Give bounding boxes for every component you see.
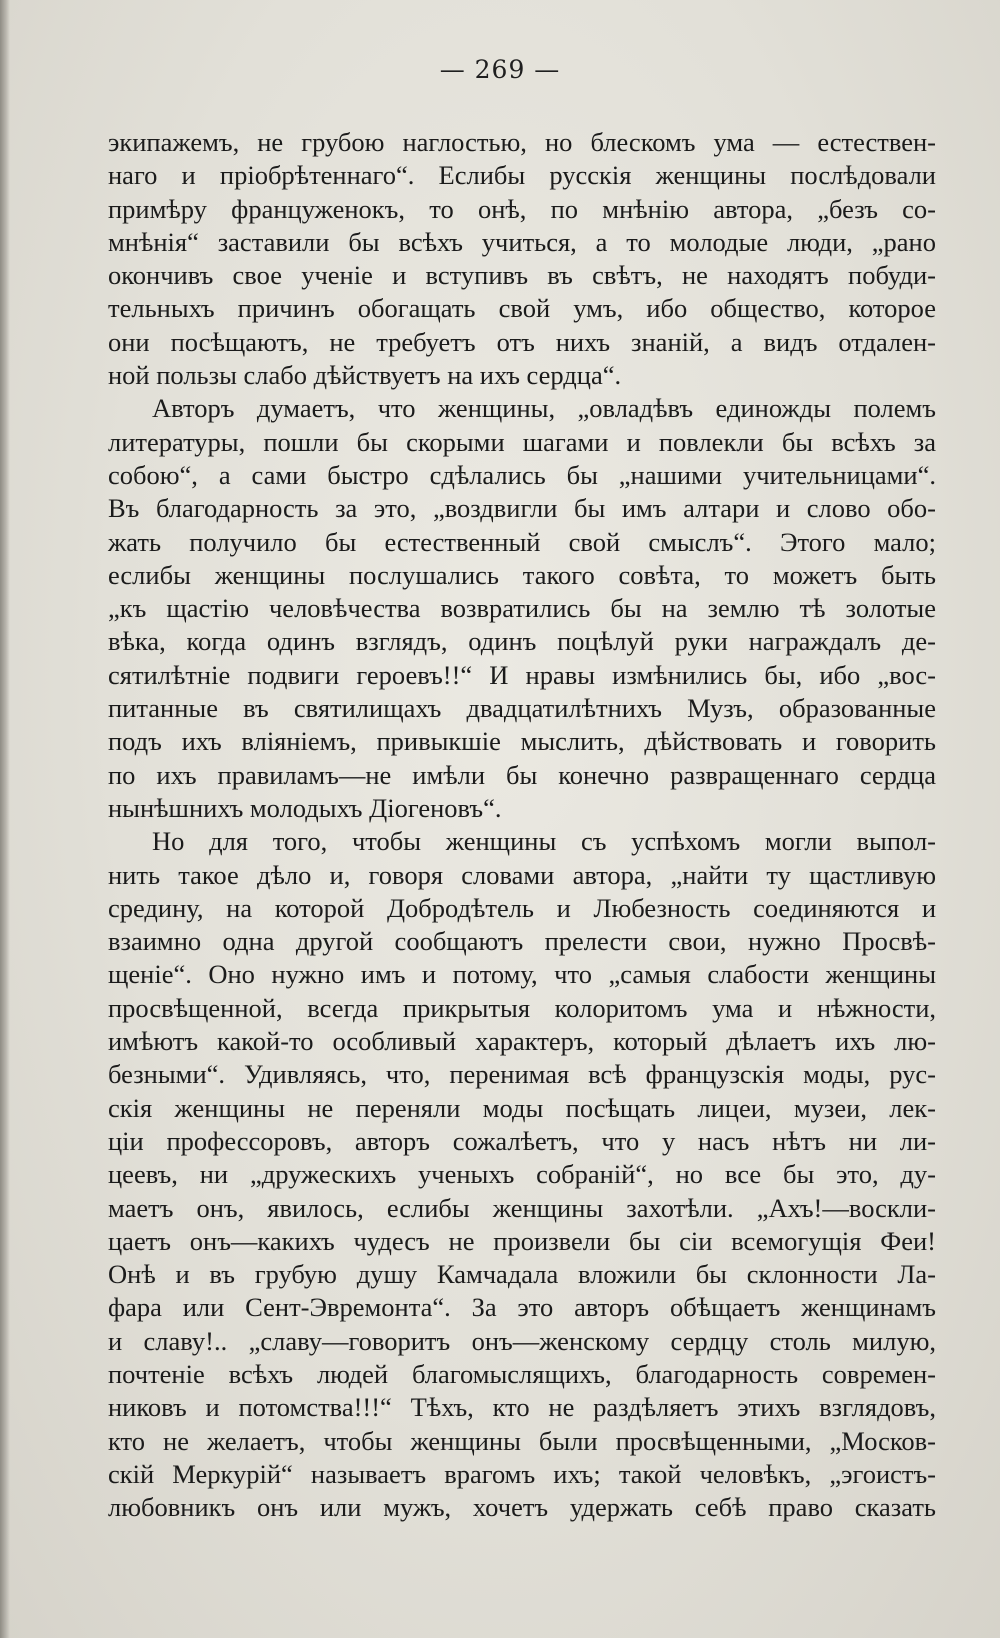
- text-line: окончивъ свое ученіе и вступивъ въ свѣтъ, не находятъ побуди-: [108, 260, 936, 291]
- text-line: Но для того, чтобы женщины съ успѣхомъ могли выпол-: [152, 826, 936, 857]
- text-line: цеевъ, ни „дружескихъ ученыхъ собраній“, но все бы это, ду-: [108, 1159, 936, 1190]
- text-line: нить такое дѣло и, говоря словами автора, „найти ту щастливую: [108, 859, 936, 890]
- text-line: по ихъ правиламъ—не имѣли бы конечно развращеннаго сердца: [108, 759, 936, 790]
- text-line: имѣютъ какой-то особливый характеръ, который дѣлаетъ ихъ лю-: [108, 1026, 936, 1057]
- text-line: никовъ и потомства!!!“ Тѣхъ, кто не раздѣляетъ этихъ взглядовъ,: [108, 1392, 936, 1423]
- text-line: „къ щастію человѣчества возвратились бы на землю тѣ золотые: [108, 593, 936, 624]
- text-line: скій Меркурій“ называетъ врагомъ ихъ; такой человѣкъ, „эгоистъ-: [108, 1458, 936, 1489]
- text-line: вѣка, когда одинъ взглядъ, одинъ поцѣлуй руки награждалъ де-: [108, 626, 936, 657]
- text-line: щеніе“. Оно нужно имъ и потому, что „самыя слабости женщины: [108, 959, 936, 990]
- text-line: собою“, а сами быстро сдѣлались бы „нашими учительницами“.: [108, 459, 936, 490]
- text-line: цаетъ онъ—какихъ чудесъ не произвели бы сіи всемогущія Феи!: [108, 1225, 936, 1256]
- text-line: жать получило бы естественный свой смыслъ“. Этого мало;: [108, 526, 936, 557]
- text-line: любовникъ онъ или мужъ, хочетъ удержать себѣ право сказать: [108, 1492, 936, 1523]
- text-line: литературы, пошли бы скорыми шагами и повлекли бы всѣхъ за: [108, 426, 936, 457]
- text-line: кто не желаетъ, чтобы женщины были просвѣщенными, „Москов-: [108, 1425, 936, 1456]
- text-line: экипажемъ, не грубою наглостью, но блескомъ ума — естествен-: [108, 127, 936, 157]
- text-line: маетъ онъ, явилось, еслибы женщины захотѣли. „Ахъ!—воскли-: [108, 1192, 936, 1223]
- text-line: питанные въ святилищахъ двадцатилѣтнихъ Музъ, образованные: [108, 693, 936, 724]
- text-line: Въ благодарность за это, „воздвигли бы имъ алтари и слово обо-: [108, 493, 936, 524]
- text-line: средину, на которой Добродѣтель и Любезность соединяются и: [108, 892, 936, 923]
- text-line: и славу!.. „славу—говоритъ онъ—женскому сердцу столь милую,: [108, 1325, 936, 1356]
- text-line: фара или Сент-Эвремонта“. За это авторъ обѣщаетъ женщинамъ: [108, 1292, 936, 1323]
- text-line: Авторъ думаетъ, что женщины, „овладѣвъ единожды полемъ: [152, 393, 936, 424]
- text-line: нынѣшнихъ молодыхъ Діогеновъ“.: [108, 792, 502, 823]
- text-line: просвѣщенной, всегда прикрытыя колоритомъ ума и нѣжности,: [108, 992, 936, 1023]
- page-number: — 269 —: [439, 55, 561, 84]
- text-line: безными“. Удивляясь, что, перенимая всѣ французскія моды, рус-: [108, 1059, 936, 1090]
- text-line: скія женщины не переняли моды посѣщать лицеи, музеи, лек-: [108, 1092, 936, 1123]
- text-line: взаимно одна другой сообщаютъ прелести свои, нужно Просвѣ-: [108, 926, 936, 957]
- text-line: ціи профессоровъ, авторъ сожалѣетъ, что у насъ нѣтъ ни ли-: [108, 1125, 936, 1156]
- text-line: сятилѣтніе подвиги героевъ!!“ И нравы измѣнились бы, ибо „вос-: [108, 659, 936, 690]
- text-line: тельныхъ причинъ обогащать свой умъ, ибо общество, которое: [108, 293, 936, 324]
- text-line: подъ ихъ вліяніемъ, привыкшіе мыслить, дѣйствовать и говорить: [108, 726, 936, 757]
- text-line: они посѣщаютъ, не требуетъ отъ нихъ знаній, а видъ отдален-: [108, 326, 936, 357]
- text-line: еслибы женщины послушались такого совѣта, то можетъ быть: [108, 559, 936, 590]
- text-line: мнѣнія“ заставили бы всѣхъ учиться, а то молодые люди, „рано: [108, 226, 936, 257]
- body-text: [108, 126, 936, 1524]
- text-line: почтеніе всѣхъ людей благомыслящихъ, благодарность современ-: [108, 1358, 936, 1389]
- text-line: наго и пріобрѣтеннаго“. Еслибы русскія женщины послѣдовали: [108, 160, 936, 191]
- text-line: ной пользы слабо дѣйствуетъ на ихъ сердца“.: [108, 360, 622, 391]
- text-line: Онѣ и въ грубую душу Камчадала вложили бы склонности Ла-: [108, 1259, 936, 1290]
- binding-shadow: [0, 0, 10, 1638]
- text-line: примѣру француженокъ, то онѣ, по мнѣнію автора, „безъ со-: [108, 193, 936, 224]
